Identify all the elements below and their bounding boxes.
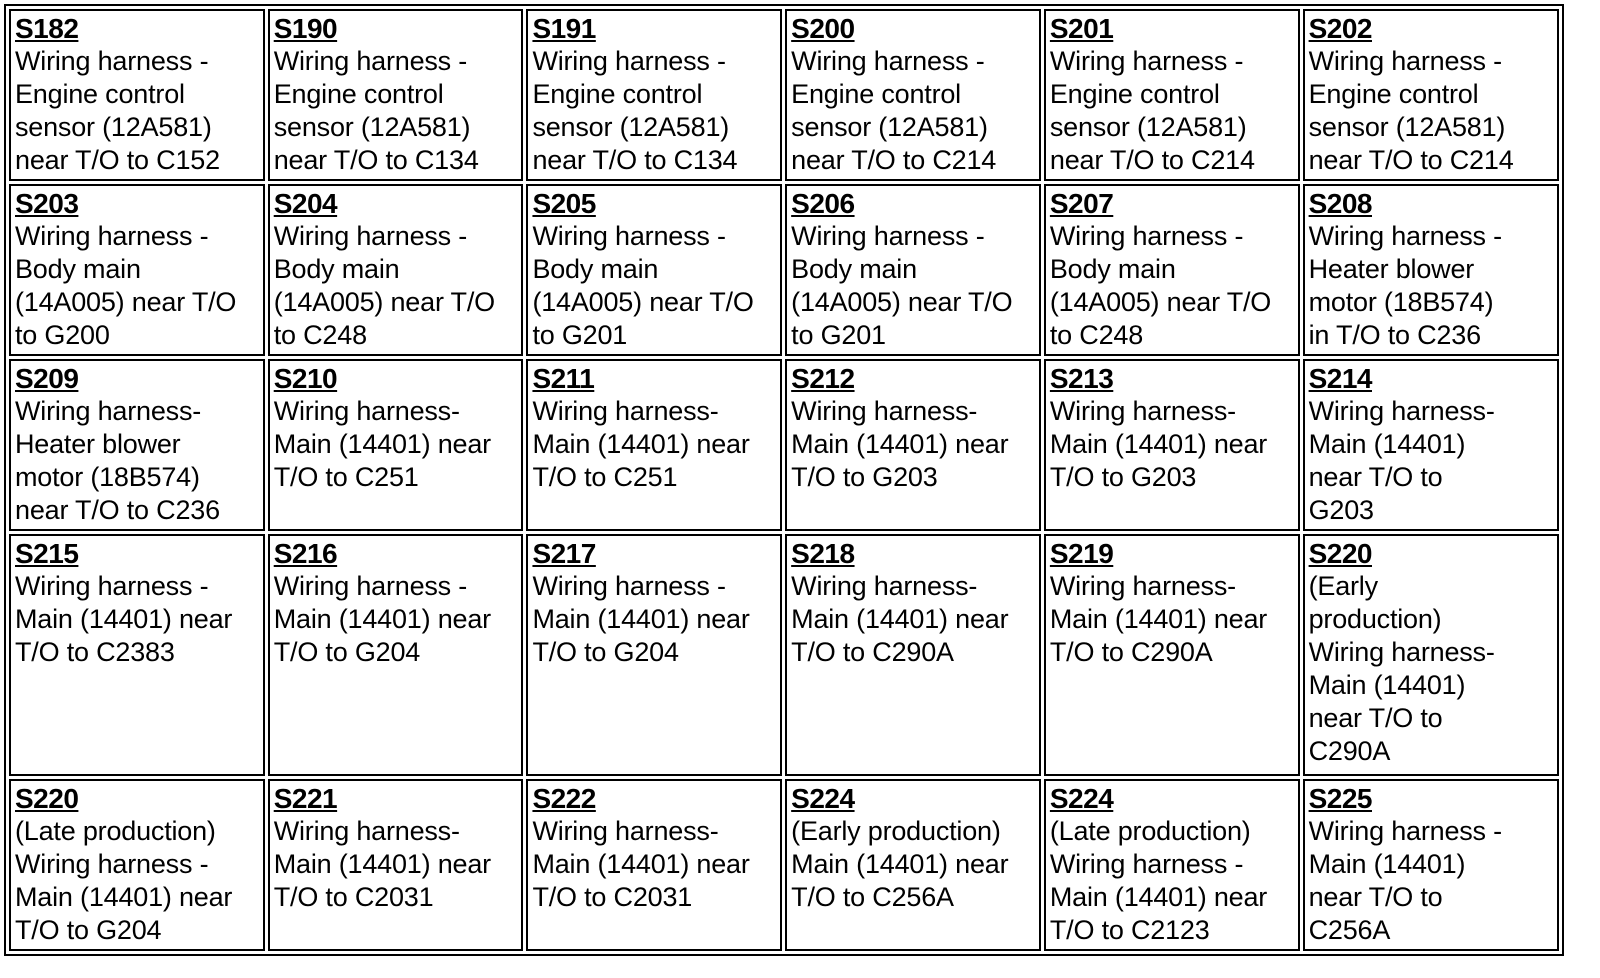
splice-cell	[268, 359, 524, 531]
splice-id: S224	[791, 783, 855, 814]
splice-description: Wiring harness - Engine control sensor (12A581) near T/O to C134	[532, 46, 738, 175]
splice-description: Wiring harness - Body main (14A005) near T/O to G201	[532, 221, 754, 350]
splice-cell	[1303, 9, 1559, 181]
splice-description: Wiring harness- Main (14401) near T/O to G203	[791, 396, 1009, 492]
splice-description: Wiring harness - Body main (14A005) near T/O to G200	[15, 221, 237, 350]
splice-id: S191	[532, 13, 596, 44]
splice-description: Wiring harness - Main (14401) near T/O to G204	[532, 571, 750, 667]
splice-id: S219	[1049, 538, 1114, 569]
splice-description: (Late production) Wiring harness - Main (14401) near T/O to G204	[15, 816, 233, 945]
splice-id: S202	[1308, 13, 1372, 44]
splice-id: S209	[15, 363, 79, 394]
splice-description: Wiring harness - Main (14401) near T/O to G204	[273, 571, 491, 667]
splice-id: S215	[15, 538, 79, 569]
splice-cell	[9, 359, 265, 531]
splice-cell	[9, 779, 265, 951]
splice-description: (Early production) Wiring harness- Main (14401) near T/O to C290A	[1308, 571, 1495, 766]
table-row	[9, 184, 1559, 356]
splice-description: Wiring harness - Body main (14A005) near T/O to G201	[791, 221, 1013, 350]
splice-description: Wiring harness - Engine control sensor (12A581) near T/O to C134	[273, 46, 479, 175]
splice-id: S220	[1308, 538, 1372, 569]
splice-cell	[526, 534, 782, 776]
splice-cell	[9, 534, 265, 776]
splice-cell	[268, 9, 524, 181]
splice-id: S216	[273, 538, 338, 569]
splice-cell	[1044, 779, 1300, 951]
splice-description: Wiring harness- Main (14401) near T/O to C251	[273, 396, 491, 492]
splice-cell	[1044, 184, 1300, 356]
splice-id: S224	[1049, 783, 1114, 814]
splice-cell	[526, 779, 782, 951]
splice-description: Wiring harness- Main (14401) near T/O to G203	[1049, 396, 1268, 492]
splice-cell	[268, 779, 524, 951]
splice-location-table	[4, 4, 1564, 956]
splice-description: Wiring harness- Main (14401) near T/O to C2031	[273, 816, 491, 912]
splice-description: Wiring harness - Heater blower motor (18B574) in T/O to C236	[1308, 221, 1502, 350]
splice-cell	[785, 779, 1041, 951]
splice-description: Wiring harness - Engine control sensor (12A581) near T/O to C152	[15, 46, 220, 175]
splice-cell	[526, 359, 782, 531]
splice-description: Wiring harness - Body main (14A005) near T/O to C248	[1049, 221, 1272, 350]
splice-id: S182	[15, 13, 79, 44]
splice-id: S204	[273, 188, 338, 219]
splice-id: S220	[15, 783, 79, 814]
splice-description: Wiring harness- Main (14401) near T/O to C290A	[1049, 571, 1268, 667]
splice-description: Wiring harness- Main (14401) near T/O to C290A	[791, 571, 1009, 667]
splice-description: Wiring harness - Main (14401) near T/O to C2383	[15, 571, 233, 667]
splice-id: S203	[15, 188, 79, 219]
table-row	[9, 534, 1559, 776]
splice-description: (Late production) Wiring harness - Main (14401) near T/O to C2123	[1049, 816, 1268, 945]
splice-cell	[1303, 359, 1559, 531]
splice-cell	[9, 184, 265, 356]
splice-description: Wiring harness - Engine control sensor (12A581) near T/O to C214	[791, 46, 997, 175]
splice-id: S201	[1049, 13, 1114, 44]
splice-id: S213	[1049, 363, 1114, 394]
splice-id: S208	[1308, 188, 1372, 219]
splice-id: S218	[791, 538, 855, 569]
splice-cell	[785, 9, 1041, 181]
splice-cell	[268, 184, 524, 356]
splice-id: S221	[273, 783, 338, 814]
splice-cell	[785, 534, 1041, 776]
splice-id: S222	[532, 783, 596, 814]
splice-id: S210	[273, 363, 338, 394]
splice-cell	[526, 9, 782, 181]
splice-description: Wiring harness- Main (14401) near T/O to G203	[1308, 396, 1495, 525]
splice-cell	[785, 184, 1041, 356]
splice-cell	[1303, 779, 1559, 951]
splice-id: S211	[532, 363, 595, 394]
splice-cell	[1303, 534, 1559, 776]
splice-description: Wiring harness - Engine control sensor (12A581) near T/O to C214	[1308, 46, 1514, 175]
splice-id: S190	[273, 13, 338, 44]
splice-cell	[1044, 359, 1300, 531]
splice-id: S212	[791, 363, 855, 394]
splice-description: Wiring harness - Engine control sensor (12A581) near T/O to C214	[1049, 46, 1255, 175]
splice-description: Wiring harness- Main (14401) near T/O to C2031	[532, 816, 750, 912]
splice-description: Wiring harness - Main (14401) near T/O to C256A	[1308, 816, 1502, 945]
splice-id: S214	[1308, 363, 1372, 394]
splice-id: S217	[532, 538, 596, 569]
splice-description: Wiring harness - Body main (14A005) near T/O to C248	[273, 221, 495, 350]
splice-cell	[785, 359, 1041, 531]
splice-description: (Early production) Main (14401) near T/O to C256A	[791, 816, 1009, 912]
splice-id: S225	[1308, 783, 1372, 814]
splice-id: S207	[1049, 188, 1114, 219]
splice-cell	[9, 9, 265, 181]
splice-description: Wiring harness- Heater blower motor (18B574) near T/O to C236	[15, 396, 220, 525]
table-row	[9, 779, 1559, 951]
table-row	[9, 9, 1559, 181]
splice-description: Wiring harness- Main (14401) near T/O to C251	[532, 396, 750, 492]
splice-id: S205	[532, 188, 596, 219]
splice-cell	[1303, 184, 1559, 356]
splice-cell	[1044, 9, 1300, 181]
table-row	[9, 359, 1559, 531]
splice-cell	[526, 184, 782, 356]
splice-cell	[1044, 534, 1300, 776]
splice-id: S200	[791, 13, 855, 44]
splice-cell	[268, 534, 524, 776]
splice-id: S206	[791, 188, 855, 219]
